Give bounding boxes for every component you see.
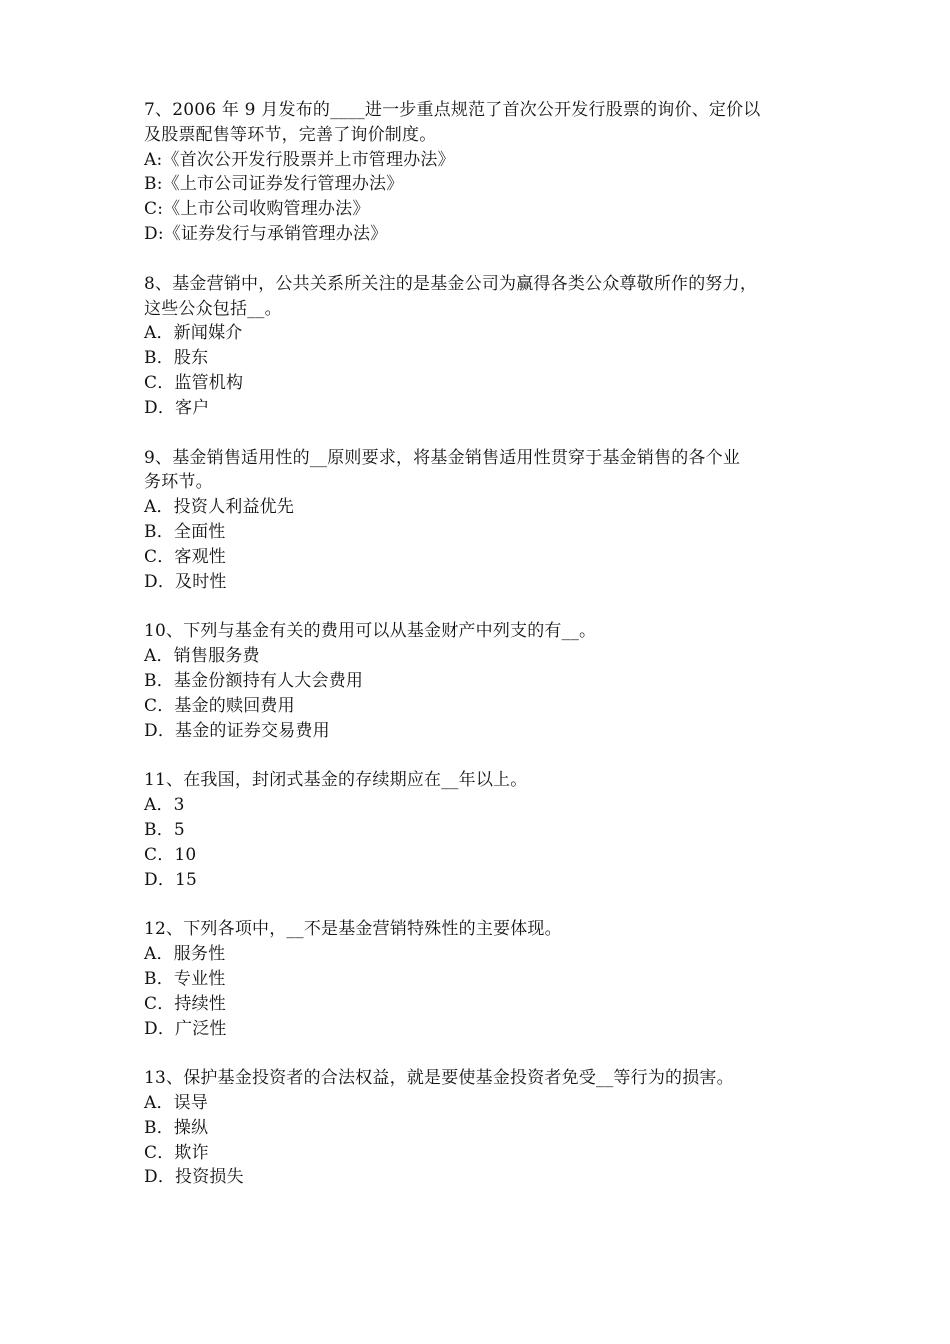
- question-stem-line: 这些公众包括__。: [144, 298, 282, 319]
- option-a: A．服务性: [144, 944, 226, 965]
- option-a: A．销售服务费: [144, 646, 260, 667]
- option-d: D:《证券发行与承销管理办法》: [144, 223, 388, 244]
- option-b: B．专业性: [144, 968, 226, 989]
- question-9: [144, 446, 824, 595]
- option-a: A:《首次公开发行股票并上市管理办法》: [144, 149, 455, 170]
- option-a: A．投资人利益优先: [144, 497, 295, 518]
- question-stem-line: 11、在我国，封闭式基金的存续期应在__年以上。: [144, 770, 528, 791]
- question-stem-line: 9、基金销售适用性的__原则要求，将基金销售适用性贯穿于基金销售的各个业: [144, 447, 741, 468]
- option-b: B．全面性: [144, 521, 226, 542]
- option-a: A．误导: [144, 1093, 209, 1114]
- option-c: C．10: [144, 844, 197, 865]
- option-b: B:《上市公司证券发行管理办法》: [144, 174, 404, 195]
- question-11: [144, 768, 824, 892]
- option-d: D．基金的证券交易费用: [144, 720, 330, 741]
- question-stem-line: 10、下列与基金有关的费用可以从基金财产中列支的有__。: [144, 621, 597, 642]
- question-stem-line: 12、下列各项中，__不是基金营销特殊性的主要体现。: [144, 919, 562, 940]
- question-stem-line: 务环节。: [144, 472, 213, 493]
- question-stem-line: 13、保护基金投资者的合法权益，就是要使基金投资者免受__等行为的损害。: [144, 1068, 734, 1089]
- option-d: D．客户: [144, 397, 210, 418]
- option-c: C．持续性: [144, 993, 227, 1014]
- option-b: B．操纵: [144, 1117, 209, 1138]
- question-stem-line: 及股票配售等环节，完善了询价制度。: [144, 124, 437, 145]
- option-c: C．客观性: [144, 546, 227, 567]
- option-b: B．5: [144, 819, 185, 840]
- document-page: [144, 98, 824, 1215]
- option-c: C．基金的赎回费用: [144, 695, 295, 716]
- option-d: D．投资损失: [144, 1167, 244, 1188]
- option-b: B．基金份额持有人大会费用: [144, 670, 364, 691]
- option-d: D．广泛性: [144, 1018, 227, 1039]
- option-a: A．新闻媒介: [144, 323, 243, 344]
- question-12: [144, 917, 824, 1041]
- question-13: [144, 1066, 824, 1190]
- option-a: A．3: [144, 795, 185, 816]
- option-d: D．及时性: [144, 571, 227, 592]
- option-c: C．欺诈: [144, 1142, 209, 1163]
- option-d: D．15: [144, 869, 198, 890]
- question-stem-line: 8、基金营销中，公共关系所关注的是基金公司为赢得各类公众尊敬所作的努力，: [144, 273, 758, 294]
- option-c: C．监管机构: [144, 372, 244, 393]
- question-8: [144, 272, 824, 421]
- question-10: [144, 619, 824, 743]
- option-c: C:《上市公司收购管理办法》: [144, 199, 370, 220]
- question-stem-line: 7、2006 年 9 月发布的____进一步重点规范了首次公开发行股票的询价、定价以: [144, 100, 761, 120]
- option-b: B．股东: [144, 348, 209, 369]
- question-7: [144, 98, 824, 247]
